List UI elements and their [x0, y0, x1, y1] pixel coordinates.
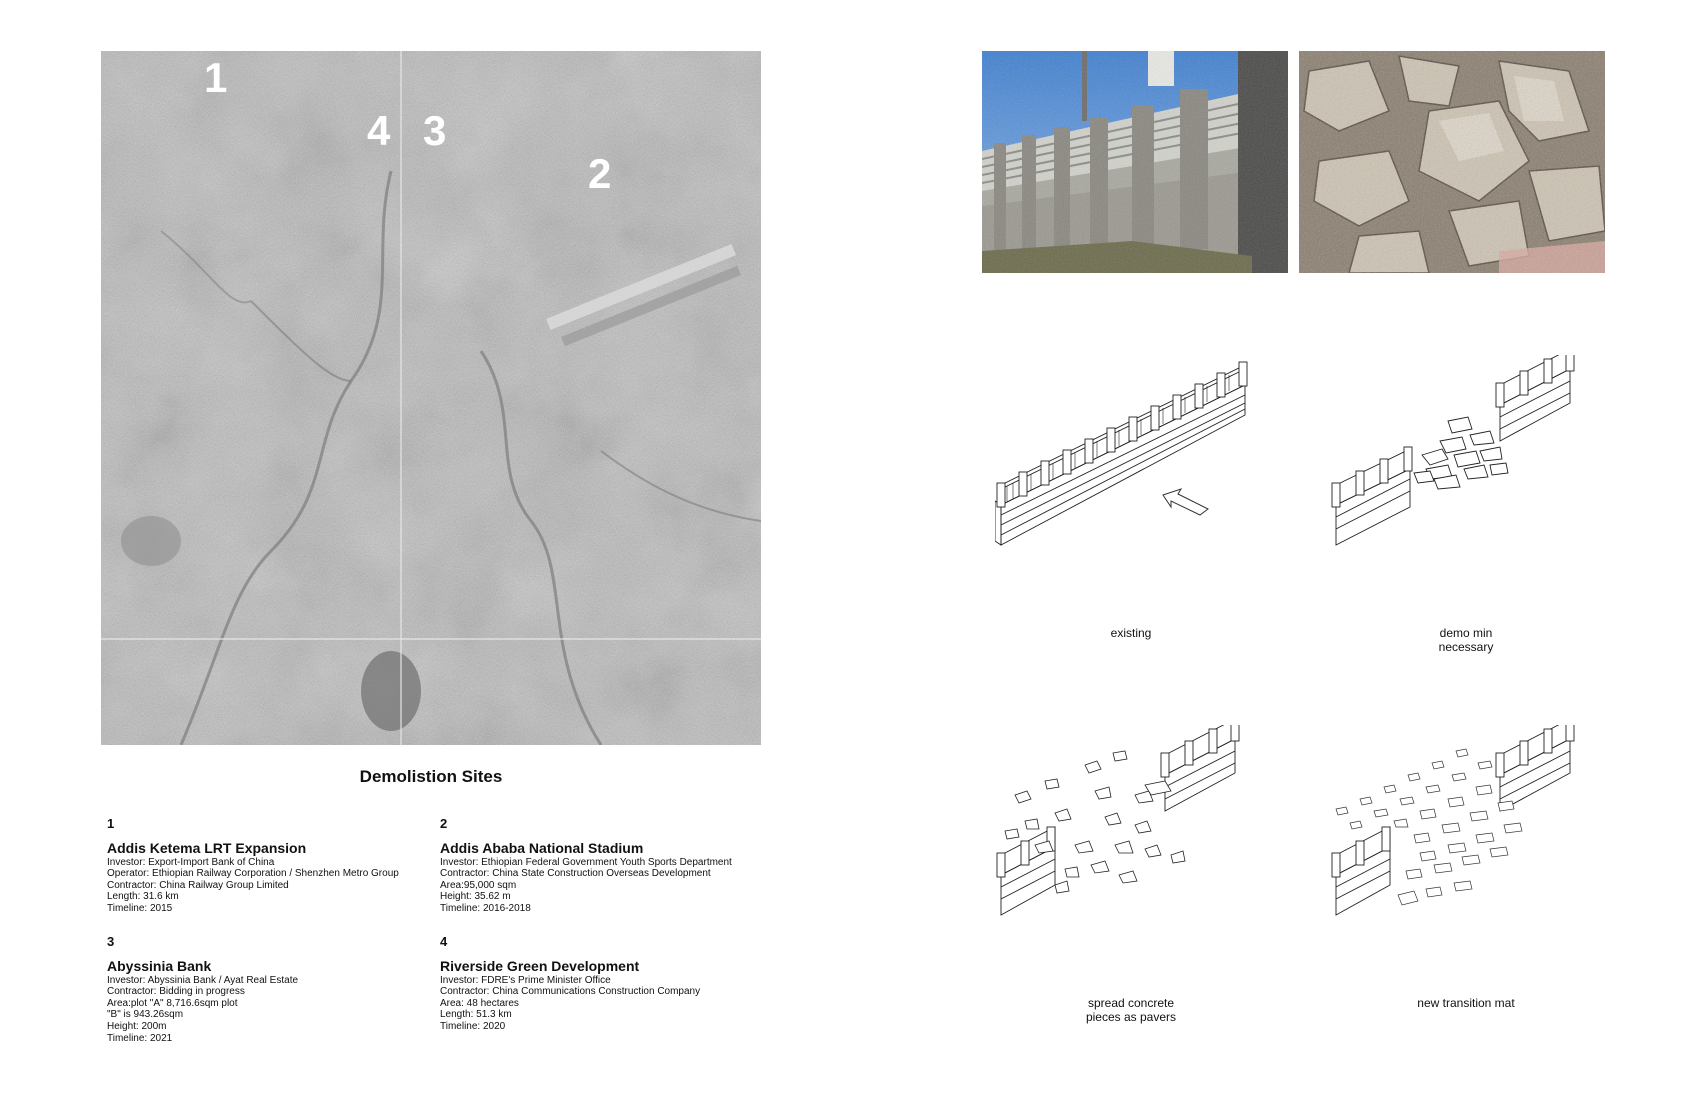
- map-marker-2[interactable]: 2: [588, 150, 612, 197]
- site-detail: Height: 200m: [107, 1020, 167, 1032]
- site-name: Addis Ababa National Stadium: [440, 839, 644, 856]
- site-number: 3: [107, 934, 115, 949]
- label-line: new transition mat: [1417, 996, 1515, 1010]
- diagram-label-existing: [1021, 626, 1241, 640]
- site-detail: Contractor: China State Construction Overseas Development: [440, 868, 711, 880]
- site-entry-1: [107, 818, 427, 915]
- site-detail: Timeline: 2015: [107, 902, 173, 914]
- diagram-transition-mat: [1330, 725, 1640, 955]
- site-detail: Area: 48 hectares: [440, 997, 519, 1009]
- site-detail: Timeline: 2021: [107, 1032, 173, 1044]
- site-detail: Contractor: China Communications Construction Company: [440, 986, 701, 998]
- site-detail: Investor: Abyssinia Bank / Ayat Real Estate: [107, 974, 299, 986]
- site-entry-3: [107, 936, 427, 1044]
- label-line: spread concrete: [1087, 996, 1175, 1010]
- diagram-existing: [995, 355, 1305, 585]
- label-line: demo min: [1439, 626, 1493, 640]
- site-entry-2: [440, 818, 760, 915]
- site-name: Addis Ketema LRT Expansion: [107, 839, 307, 856]
- site-detail: Contractor: Bidding in progress: [107, 986, 245, 998]
- map-marker-3[interactable]: 3: [423, 107, 447, 154]
- site-detail: Height: 35.62 m: [440, 891, 511, 903]
- map-texture: [101, 51, 761, 745]
- map-marker-4[interactable]: 4: [367, 107, 391, 154]
- site-number: 1: [107, 816, 115, 831]
- map-marker-1[interactable]: 1: [204, 54, 228, 101]
- map-caption: Demolistion Sites: [359, 767, 503, 786]
- site-detail: Investor: FDRE's Prime Minister Office: [440, 974, 611, 986]
- site-detail: Area:plot "A" 8,716.6sqm plot: [107, 997, 238, 1009]
- site-detail: "B" is 943.26sqm: [107, 1009, 184, 1021]
- diagram-demo-min: [1330, 355, 1640, 585]
- site-detail: Investor: Export-Import Bank of China: [107, 856, 275, 868]
- satellite-map: [101, 51, 761, 745]
- site-detail: Investor: Ethiopian Federal Government Youth Sports Department: [440, 856, 732, 868]
- site-detail: Timeline: 2020: [440, 1020, 506, 1032]
- fence-wall-photo: [982, 51, 1288, 273]
- label-line: existing: [1110, 626, 1152, 640]
- diagram-label-demo-min: [1356, 626, 1576, 654]
- site-number: 2: [440, 816, 448, 831]
- site-detail: Length: 31.6 km: [107, 891, 179, 903]
- site-detail: Operator: Ethiopian Railway Corporation / Shenzhen Metro Group: [107, 868, 399, 880]
- site-entry-4: [440, 936, 760, 1033]
- site-number: 4: [440, 934, 448, 949]
- label-line: necessary: [1438, 640, 1494, 654]
- site-detail: Area:95,000 sqm: [440, 879, 517, 891]
- diagram-label-transition-mat: [1356, 996, 1576, 1010]
- site-detail: Timeline: 2016-2018: [440, 902, 531, 914]
- rubble-photo: [1299, 51, 1605, 273]
- site-detail: Contractor: China Railway Group Limited: [107, 879, 289, 891]
- site-name: Riverside Green Development: [440, 957, 640, 974]
- site-name: Abyssinia Bank: [107, 957, 212, 974]
- site-detail: Length: 51.3 km: [440, 1009, 512, 1021]
- label-line: pieces as pavers: [1085, 1010, 1177, 1024]
- diagram-label-spread-concrete: [1021, 996, 1241, 1024]
- diagram-spread-concrete: [995, 725, 1305, 955]
